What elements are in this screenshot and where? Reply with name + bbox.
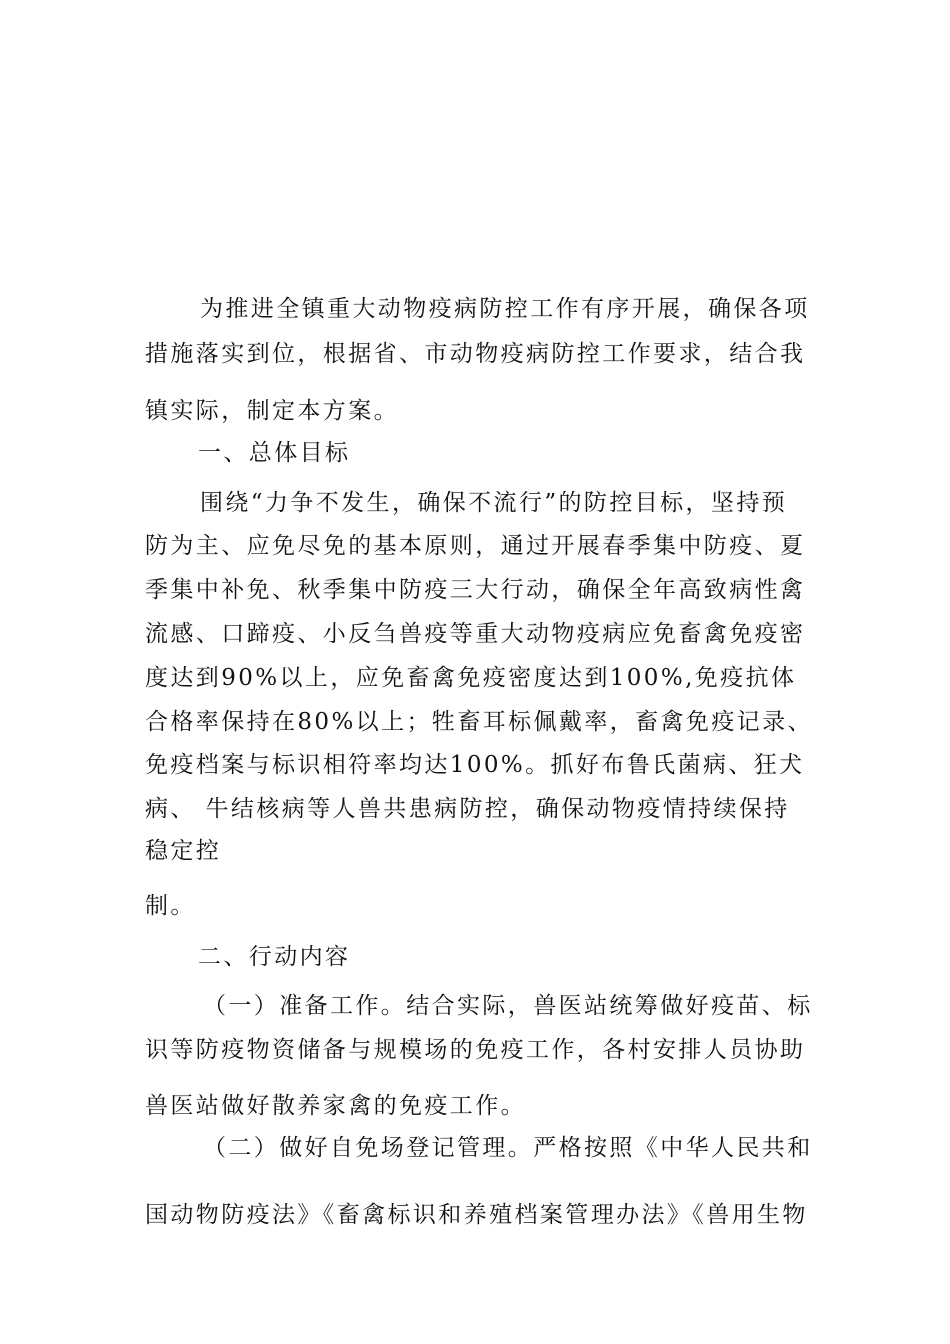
section-heading: 二、行动内容: [198, 944, 351, 970]
paragraph-line: 流感、口蹄疫、小反刍兽疫等重大动物疫病应免畜禽免疫密: [145, 621, 806, 647]
paragraph-line: 防为主、应免尽免的基本原则，通过开展春季集中防疫、夏: [145, 533, 806, 559]
paragraph-line: 兽医站做好散养家禽的免疫工作。: [145, 1093, 526, 1119]
section-heading: 一、总体目标: [198, 440, 351, 466]
paragraph-line: 镇实际，制定本方案。: [145, 398, 399, 424]
paragraph-line: 稳定控: [145, 838, 222, 864]
paragraph-line: 免疫档案与标识相符率均达100%。抓好布鲁氏菌病、狂犬: [145, 752, 805, 778]
paragraph-line: 为推进全镇重大动物疫病防控工作有序开展，确保各项: [200, 296, 810, 322]
paragraph-line: 措施落实到位，根据省、市动物疫病防控工作要求，结合我: [145, 341, 806, 367]
paragraph-line: 病、 牛结核病等人兽共患病防控，确保动物疫情持续保持: [145, 796, 790, 822]
paragraph-line: 合格率保持在80%以上；牲畜耳标佩戴率，畜禽免疫记录、: [145, 709, 813, 735]
paragraph-line: （一）准备工作。结合实际，兽医站统筹做好疫苗、标: [203, 993, 813, 1019]
paragraph-line: 制。: [145, 893, 196, 919]
paragraph-line: （二）做好自免场登记管理。严格按照《中华人民共和: [203, 1135, 813, 1161]
paragraph-line: 度达到90%以上，应免畜禽免疫密度达到100%,免疫抗体: [145, 665, 797, 691]
paragraph-line: 季集中补免、秋季集中防疫三大行动，确保全年高致病性禽: [145, 577, 806, 603]
paragraph-line: 识等防疫物资储备与规模场的免疫工作，各村安排人员协助: [145, 1037, 806, 1063]
paragraph-line: 围绕“力争不发生，确保不流行”的防控目标，坚持预: [200, 490, 788, 516]
paragraph-line: 国动物防疫法》《畜禽标识和养殖档案管理办法》《兽用生物: [145, 1202, 808, 1228]
